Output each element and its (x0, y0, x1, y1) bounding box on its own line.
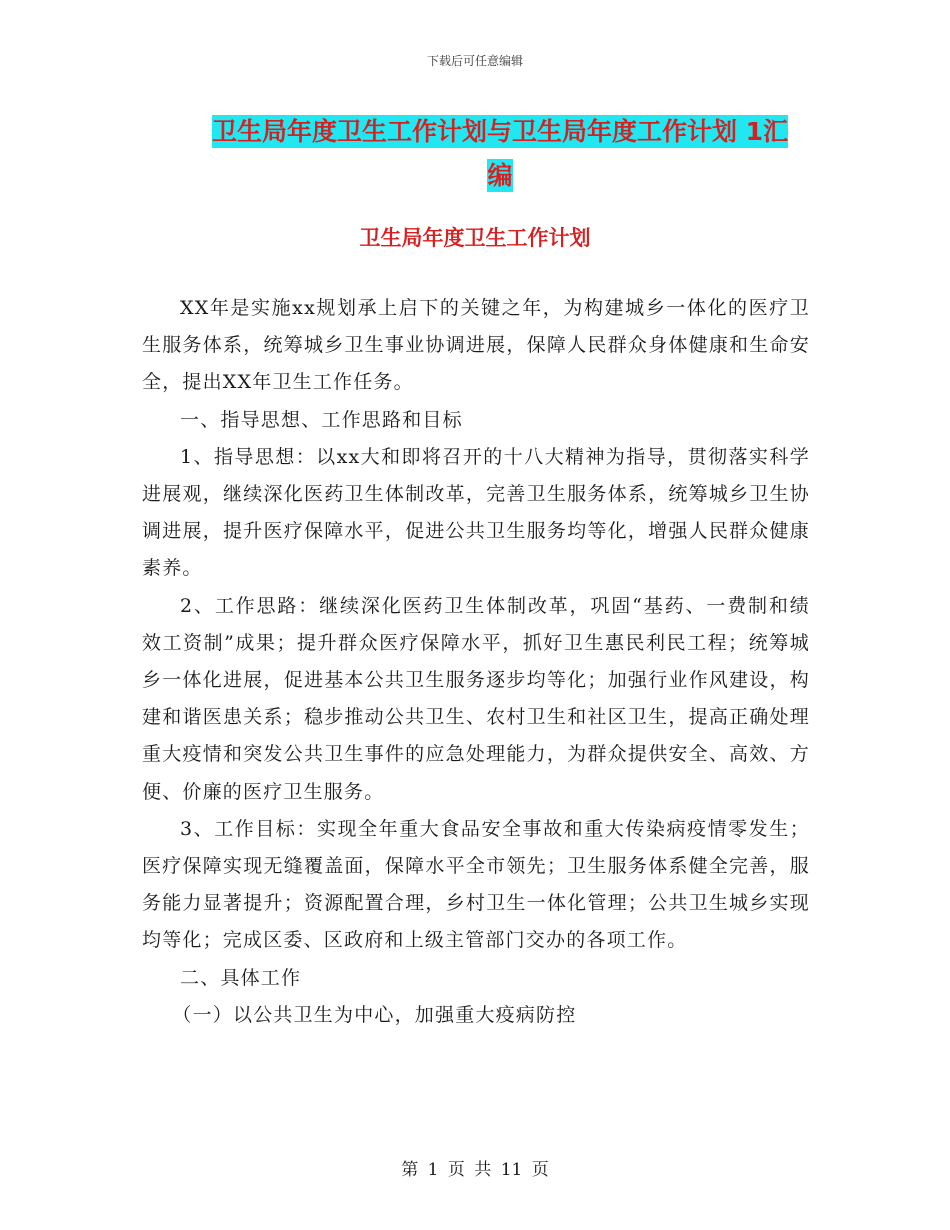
document-title (190, 110, 810, 198)
title-line-1: 卫生局年度卫生工作计划与卫生局年度工作计划 1汇 (211, 117, 789, 146)
subheading-public-health: （一）以公共卫生为中心，加强重大疫病防控 (172, 1003, 577, 1026)
paragraph-work-goals: 3、工作目标：实现全年重大食品安全事故和重大传染病疫情零发生；医疗保障实现无缝覆盖面，保障水平全市领先；卫生服务体系健全完善，服务能力显著提升；资源配置合理，乡村卫生一体化管理；公共卫生城乡实现均等化；完成区委、区政府和上级主管部门交办的各项工作。 (142, 817, 810, 952)
title-line-2: 编 (487, 161, 513, 190)
document-body (142, 290, 810, 1034)
header-note: 下载后可任意编辑 (426, 54, 523, 68)
heading-specific-work: 二、具体工作 (180, 966, 302, 989)
page-number: 第 1 页 共 11 页 (401, 1160, 549, 1180)
section-title: 卫生局年度卫生工作计划 (359, 226, 591, 250)
heading-guiding-principles: 一、指导思想、工作思路和目标 (180, 408, 463, 431)
paragraph-work-approach: 2、工作思路：继续深化医药卫生体制改革，巩固“基药、一费制和绩效工资制”成果；提升群众医疗保障水平，抓好卫生惠民利民工程；统筹城乡一体化进展，促进基本公共卫生服务逐步均等化；加强行业作风建设，构建和谐医患关系；稳步推动公共卫生、农村卫生和社区卫生，提高正确处理重大疫情和突发公共卫生事件的应急处理能力，为群众提供安全、高效、方便、价廉的医疗卫生服务。 (142, 594, 810, 803)
paragraph-guiding-thought: 1、指导思想：以xx大和即将召开的十八大精神为指导，贯彻落实科学进展观，继续深化医药卫生体制改革，完善卫生服务体系，统筹城乡卫生协调进展，提升医疗保障水平，促进公共卫生服务均等化，增强人民群众健康素养。 (142, 445, 810, 580)
paragraph-intro: XX年是实施xx规划承上启下的关键之年，为构建城乡一体化的医疗卫生服务体系，统筹城乡卫生事业协调进展，保障人民群众身体健康和生命安全，提出XX年卫生工作任务。 (142, 297, 810, 394)
